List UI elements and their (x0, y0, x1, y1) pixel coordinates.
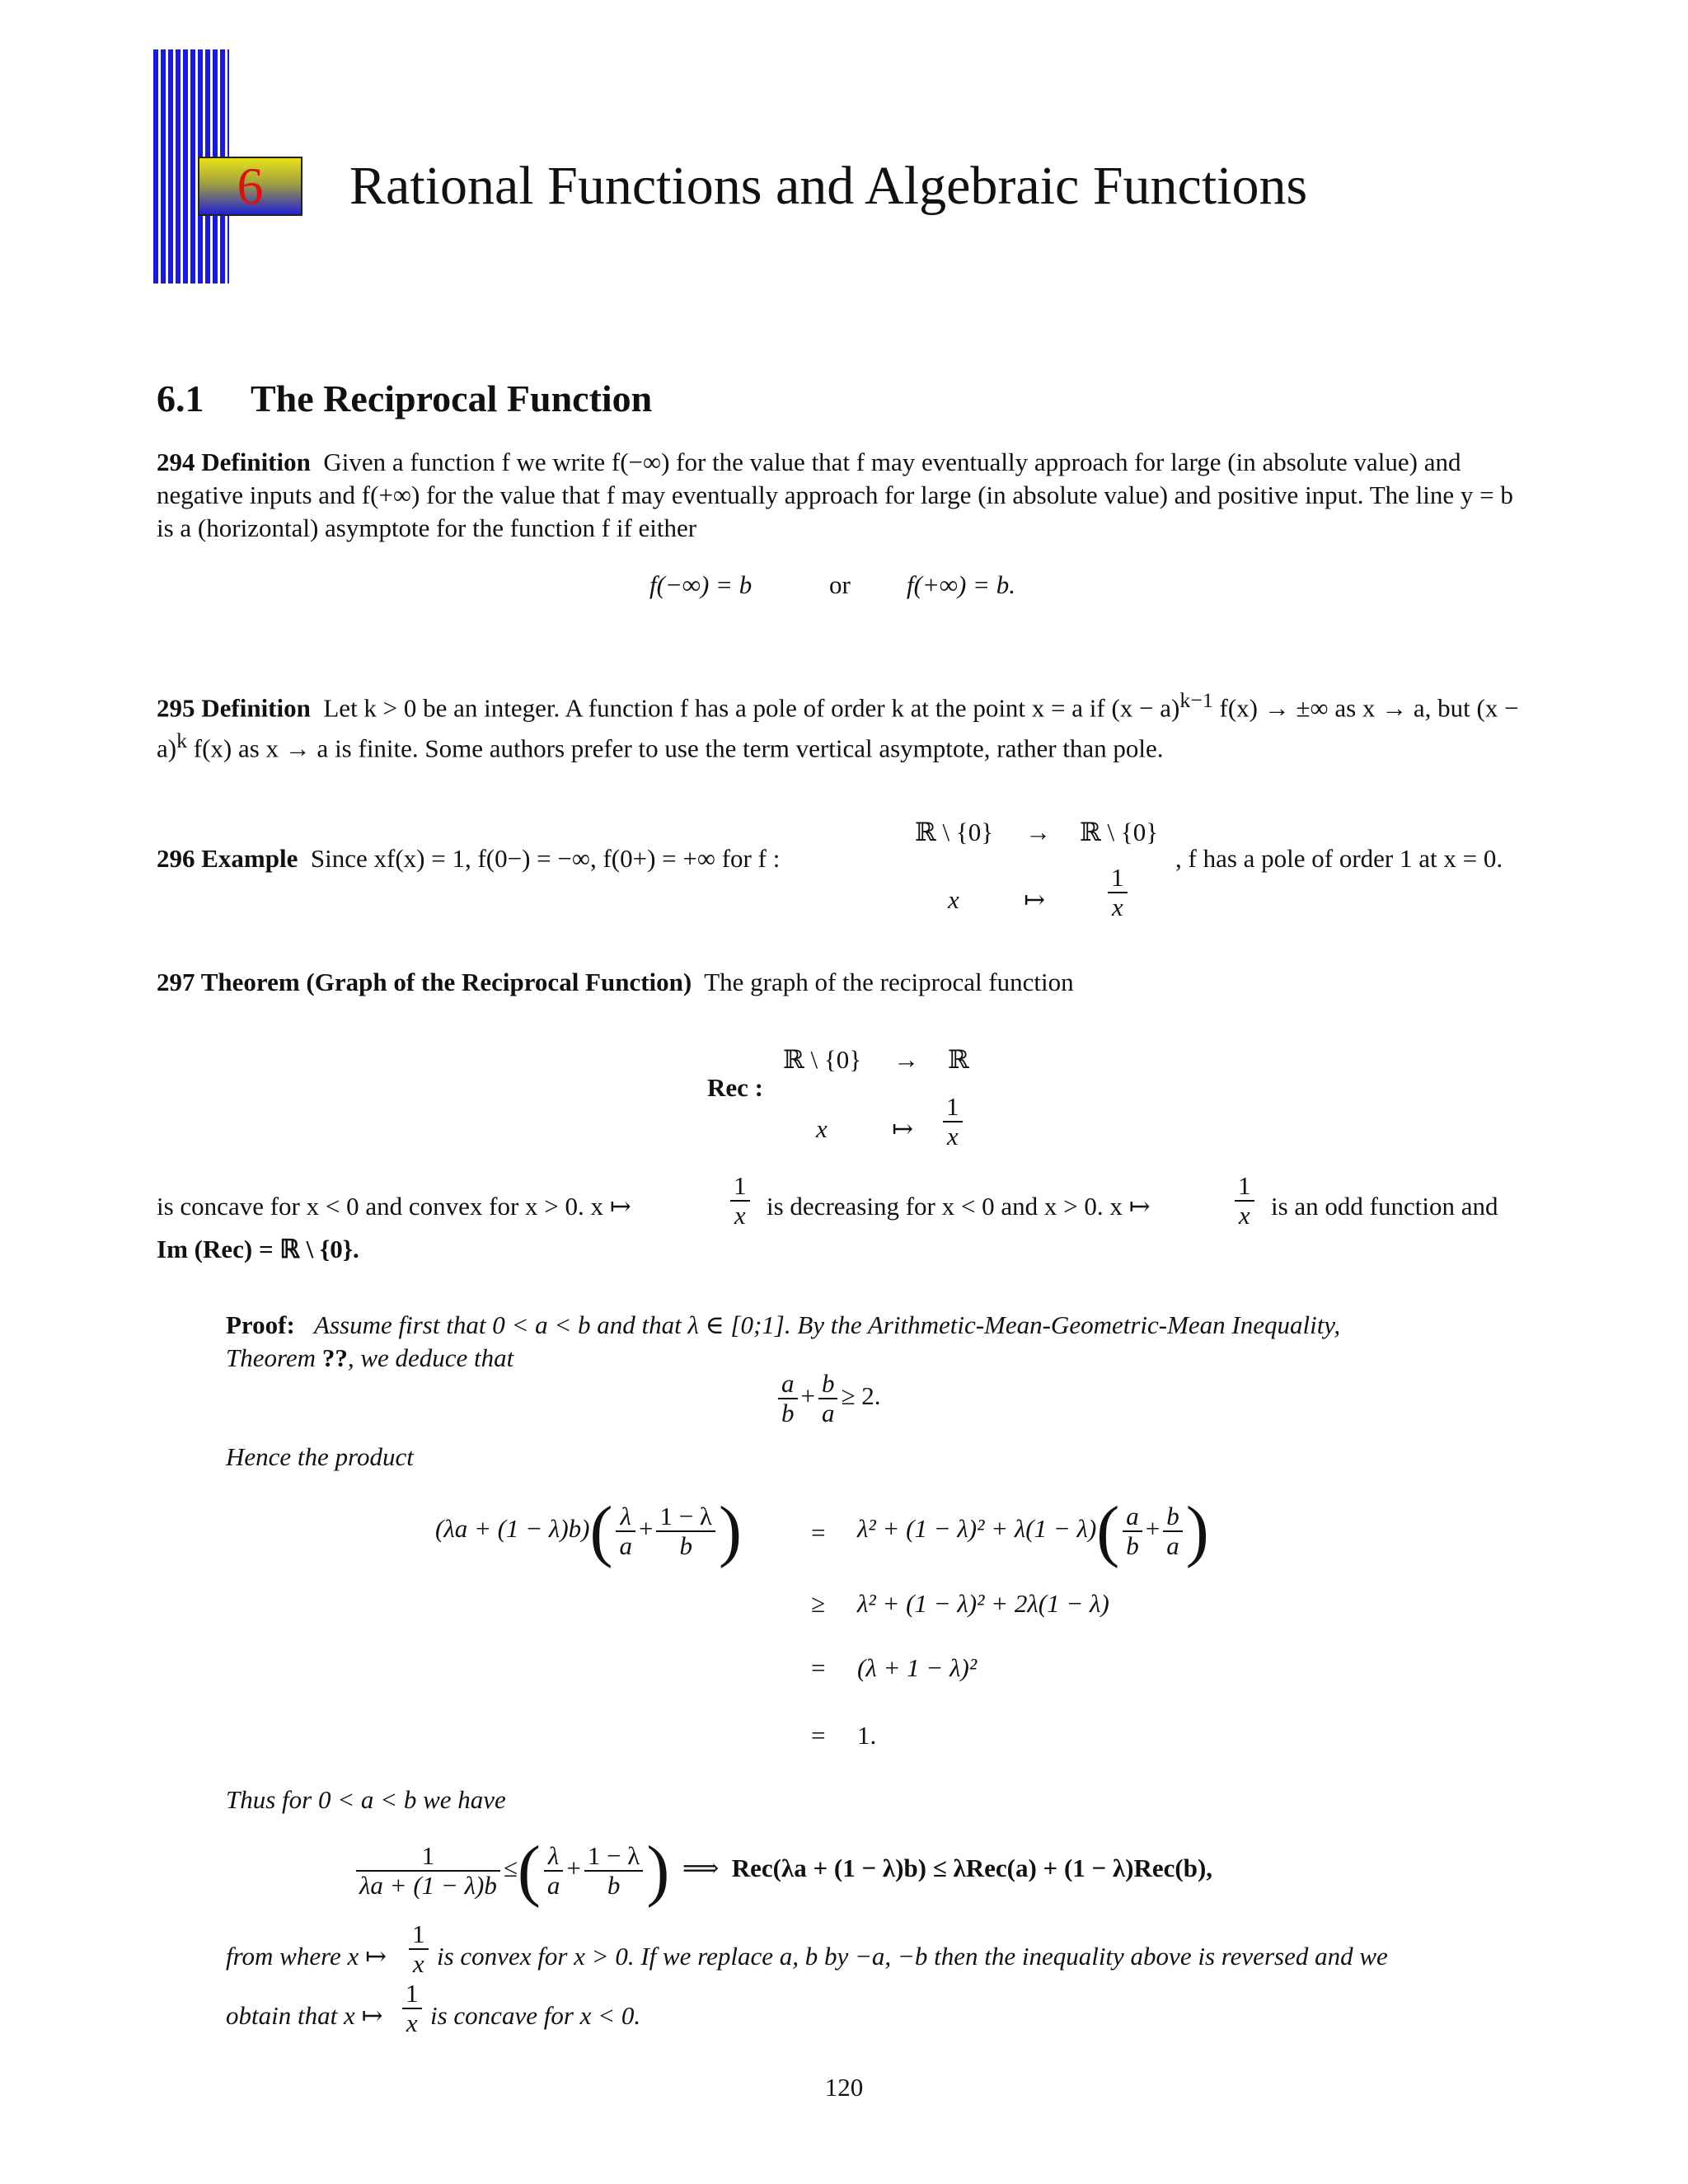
proof-final1-frac (406, 1920, 432, 1978)
proof-line2-a: Theorem (226, 1343, 322, 1372)
definition-294-label: 294 Definition (157, 448, 311, 476)
theorem-297-map-codomain: ℝ (948, 1045, 969, 1074)
theorem-297-line1-b: is decreasing for x < 0 and x > 0. x ↦ (767, 1192, 1151, 1221)
ineq-rhs: Rec(λa + (1 − λ)b) ≤ λRec(a) + (1 − λ)Rec(b), (731, 1854, 1213, 1883)
eq-lhs-plus: + (638, 1514, 654, 1544)
equation-rel-4: = (811, 1721, 826, 1750)
example-296-map-arrow: → (1025, 818, 1051, 846)
definition-295-text-a: Let k > 0 be an integer. A function f has a pole of order k at the point x = a if (x − a) (323, 693, 1180, 723)
theorem-297-map-x: x (816, 1114, 828, 1143)
amgm-display (775, 1370, 881, 1427)
definition-295-exp-a: k−1 (1179, 688, 1213, 712)
eq-rhs1-frac2-den: a (1166, 1531, 1179, 1560)
proof-final2-a: obtain that x ↦ (226, 2001, 383, 2030)
proof-line2-b: , we deduce that (347, 1343, 514, 1372)
chapter-number: 6 (237, 157, 264, 215)
amgm-frac1-num: a (778, 1370, 798, 1399)
amgm-frac2-num: b (818, 1370, 838, 1399)
theorem-297-frac-1-num: 1 (730, 1172, 750, 1202)
definition-294-display-right: f(+∞) = b. (907, 570, 1015, 599)
equation-rhs-4: 1. (857, 1721, 877, 1750)
theorem-297-frac-2-num: 1 (1235, 1172, 1254, 1202)
definition-295-label: 295 Definition (157, 693, 311, 723)
definition-295-text-b: f(x) → ±∞ as x → a, but (x − a) (157, 693, 1519, 763)
example-296-text: Since xf(x) = 1, f(0−) = −∞, f(0+) = +∞ for f : (310, 844, 781, 873)
paren-close-icon: ) (646, 1832, 670, 1909)
definition-294-display-left: f(−∞) = b (649, 570, 753, 599)
theorem-297-line2: Im (Rec) = ℝ \ {0}. (157, 1235, 359, 1263)
ineq-plus: + (566, 1854, 581, 1883)
paren-open-icon: ( (1096, 1493, 1120, 1569)
proof-final2-frac (399, 1980, 425, 2037)
proof-final1-frac-num: 1 (409, 1920, 429, 1950)
proof-final1-b: is convex for x > 0. If we replace a, b by −a, −b then the inequality above is reversed and we (437, 1942, 1388, 1971)
amgm-frac2-den: a (821, 1399, 835, 1427)
theorem-297-map-den: x (946, 1122, 959, 1151)
equation-rel-2: ≥ (811, 1589, 826, 1618)
ineq-frac-den: λa + (1 − λ)b (359, 1871, 497, 1900)
example-296-map-to: ↦ (1024, 885, 1045, 914)
equation-rel-3: = (811, 1653, 826, 1682)
example-296-map-fraction (1104, 864, 1131, 921)
eq-rhs1-frac2-num: b (1163, 1502, 1183, 1532)
equation-rel-1: = (811, 1518, 826, 1547)
example-296-intro (157, 842, 780, 875)
definition-294-text: Given a function f we write f(−∞) for the value that f may eventually approach for large (in absolute value) and negative inputs and f(+∞) for the value that f may eventually approach for large (in absolute value) and positive input. The line y = b is a (horizontal) asymptote for the function f if either (157, 448, 1513, 542)
equation-rhs-1-text: λ² + (1 − λ)² + λ(1 − λ) (857, 1514, 1097, 1544)
definition-294 (157, 446, 1531, 545)
amgm-plus: + (800, 1381, 815, 1411)
example-296-map-codomain: ℝ \ {0} (1080, 818, 1159, 846)
ineq-frac-num: 1 (356, 1842, 500, 1872)
theorem-297-frac-1 (727, 1172, 753, 1230)
theorem-297-map-fraction (940, 1093, 966, 1151)
definition-295-exp-b: k (176, 729, 188, 753)
eq-lhs-frac2-num: 1 − λ (656, 1502, 715, 1532)
eq-rhs1-frac1-num: a (1123, 1502, 1142, 1532)
chapter-title: Rational Functions and Algebraic Functions (349, 156, 1308, 216)
proof-thus: Thus for 0 < a < b we have (226, 1785, 506, 1814)
theorem-297-line1-a: is concave for x < 0 and convex for x > 0. x ↦ (157, 1192, 631, 1221)
theorem-297-frac-2-den: x (1238, 1201, 1250, 1230)
theorem-297-rec: Rec : (707, 1073, 763, 1102)
eq-lhs-frac1-den: a (619, 1531, 632, 1560)
eq-lhs-frac2-den: b (679, 1531, 692, 1560)
theorem-297-text: The graph of the reciprocal function (704, 968, 1074, 996)
convexity-inequality (353, 1832, 1213, 1909)
definition-294-display-or: or (829, 570, 851, 599)
ineq-frac1-num: λ (544, 1842, 564, 1872)
equation-rhs-1 (857, 1493, 1209, 1569)
theorem-297-map-num: 1 (943, 1093, 963, 1122)
paren-close-icon: ) (1185, 1493, 1209, 1569)
proof-label: Proof: (226, 1310, 295, 1339)
theorem-297-intro (157, 966, 1074, 999)
proof-final2-frac-den: x (406, 2008, 418, 2037)
amgm-frac1-den: b (781, 1399, 795, 1427)
proof-line1-text: Assume first that 0 < a < b and that λ ∈ [0;1]. By the Arithmetic-Mean-Geometric-Mean Inequality, (314, 1310, 1341, 1339)
proof-hence: Hence the product (226, 1442, 414, 1471)
example-296-map-x: x (948, 885, 959, 914)
proof-line1 (226, 1309, 1531, 1342)
ineq-frac2-den: b (607, 1871, 621, 1900)
definition-295 (157, 684, 1531, 766)
example-296-label: 296 Example (157, 844, 298, 873)
section-title: The Reciprocal Function (251, 377, 653, 419)
equation-lhs (435, 1493, 742, 1569)
ineq-frac1-den: a (546, 1871, 560, 1900)
proof-final1-a: from where x ↦ (226, 1942, 387, 1971)
proof-final2-b: is concave for x < 0. (430, 2001, 641, 2030)
ineq-frac2-num: 1 − λ (584, 1842, 644, 1872)
equation-lhs-factor: (λa + (1 − λ)b) (435, 1514, 590, 1544)
theorem-297-map-to: ↦ (892, 1114, 913, 1143)
equation-rhs-2: λ² + (1 − λ)² + 2λ(1 − λ) (857, 1589, 1109, 1618)
ineq-implies: ⟹ (682, 1854, 720, 1883)
section-number: 6.1 (157, 377, 204, 419)
example-296-tail: , f has a pole of order 1 at x = 0. (1175, 844, 1503, 873)
page-number: 120 (824, 2073, 864, 2102)
eq-rhs1-plus: + (1145, 1514, 1160, 1544)
amgm-rel: ≥ 2. (841, 1381, 881, 1411)
theorem-297-map-domain: ℝ \ {0} (783, 1045, 862, 1074)
section-heading (157, 376, 652, 422)
theorem-297-line1-c: is an odd function and (1271, 1192, 1498, 1221)
example-296-map-domain: ℝ \ {0} (915, 818, 994, 846)
paren-open-icon: ( (589, 1493, 613, 1569)
ineq-le: ≤ (503, 1854, 518, 1883)
chapter-number-box (198, 157, 302, 216)
proof-final2-frac-num: 1 (402, 1980, 422, 2009)
example-296-map-den: x (1111, 893, 1123, 921)
theorem-297-map-arrow: → (893, 1045, 919, 1074)
proof-final1-frac-den: x (412, 1949, 424, 1978)
proof-line2 (226, 1342, 513, 1375)
theorem-297-frac-2 (1231, 1172, 1258, 1230)
theorem-297-label: 297 Theorem (Graph of the Reciprocal Function) (157, 968, 692, 996)
paren-close-icon: ) (718, 1493, 742, 1569)
theorem-297-frac-1-den: x (734, 1201, 746, 1230)
proof-line2-ref: ?? (321, 1343, 348, 1372)
definition-295-text-c: f(x) as x → a is finite. Some authors prefer to use the term vertical asymptote, rather than pole. (193, 733, 1164, 763)
eq-lhs-frac1-num: λ (616, 1502, 635, 1532)
equation-rhs-3: (λ + 1 − λ)² (857, 1653, 978, 1682)
paren-open-icon: ( (517, 1832, 541, 1909)
example-296-map-num: 1 (1108, 864, 1128, 893)
eq-rhs1-frac1-den: b (1126, 1531, 1139, 1560)
